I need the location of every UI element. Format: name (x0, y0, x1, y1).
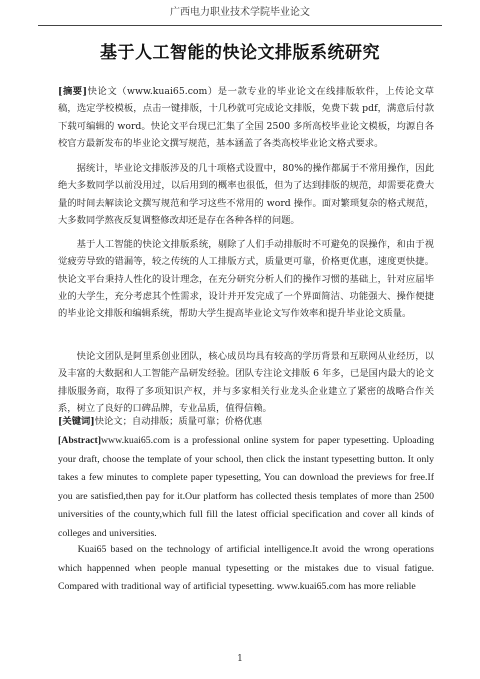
body-paragraph-2: 基于人工智能的快论文排版系统，剔除了人们手动排版时不可避免的误操作，和由于视觉疲劳导致的错漏等，较之传统的人工排版方式，质量更可靠，价格更优惠，速度更快捷。快论文平台秉持人性化的设计理念，在充分研究分析人们的操作习惯的基础上，针对应届毕业的大学生，充分考虑其个性需求，设计并开发完成了一个界面简洁、功能强大、操作便捷的毕业论文排版和编辑系统，帮助大学生提高毕业论文写作效率和提升毕业论文质量。 (58, 239, 434, 320)
abstract-en-paragraph (58, 432, 434, 544)
body-paragraph-3: 快论文团队是阿里系创业团队，核心成员均具有较高的学历背景和互联网从业经历，以及丰富的大数据和人工智能产品研发经验。团队专注论文排版 6 年多，已是国内最大的论文排版服务商，取得了多项知识产权，并与多家相关行业龙头企业建立了紧密的战略合作关系，树立了良好的口碑品牌，专业品质，值得信赖。 (58, 351, 434, 414)
body-paragraph-1: 据统计，毕业论文排版涉及的几十项格式设置中，80%的操作都属于不常用操作，因此绝大多数同学以前没用过，以后用到的概率也很低，但为了达到排版的规范，却需要花费大量的时间去解读论文撰写规范和学习这些不常用的 word 操作。面对繁琐复杂的格式规范，大多数同学熬夜反复调整修改却还是存在各种各样的问题。 (58, 163, 434, 226)
english-paragraph: Kuai65 based on the technology of artificial intelligence.It avoid the wrong operations which happenned when people manual typesetting or the mistakes due to visual fatigue. Compared with traditional way of artificial typesetting. www.kuai65.com has more reliable (58, 544, 434, 593)
page-number: 1 (237, 654, 243, 664)
keywords-cn-text: 快论文；自动排版；质量可靠；价格优惠 (94, 416, 263, 427)
abstract-en-label: [Abstract] (58, 435, 101, 446)
abstract-cn-text: 快论文（www.kuai65.com）是一款专业的毕业论文在线排版软件，上传论文草稿，选定学校模板，点击一键排版，十几秒就可完成论文排版，免费下载 pdf，满意后付款下载可编辑的 word。快论文平台现已汇集了全国 2500 多所高校毕业论文模板，均源自各校官方最新发布的毕业论文撰写规范，基本涵盖了各类高校毕业论文格式要求。 (58, 86, 434, 149)
keywords-cn-paragraph (58, 413, 434, 430)
abstract-en-text: www.kuai65.com is a professional online system for paper typesetting. Uploading your draft, choose the template of your school, then click the instant typesetting button. It only takes a few minutes to complete paper typesetting, You can download the previews for free.If you are satisfied,then pay for it.Our platform has collected thesis templates of more than 2500 universities of the county,which full fill the latest official specification and cover all kinds of colleges and universities. (58, 435, 434, 539)
abstract-cn-label: [摘要] (58, 86, 88, 97)
header-divider (38, 25, 442, 26)
keywords-cn-label: [关键词] (58, 416, 95, 427)
page-header: 广西电力职业技术学院毕业论文 (170, 7, 310, 18)
document-title: 基于人工智能的快论文排版系统研究 (100, 43, 380, 63)
abstract-cn-paragraph (58, 83, 434, 152)
